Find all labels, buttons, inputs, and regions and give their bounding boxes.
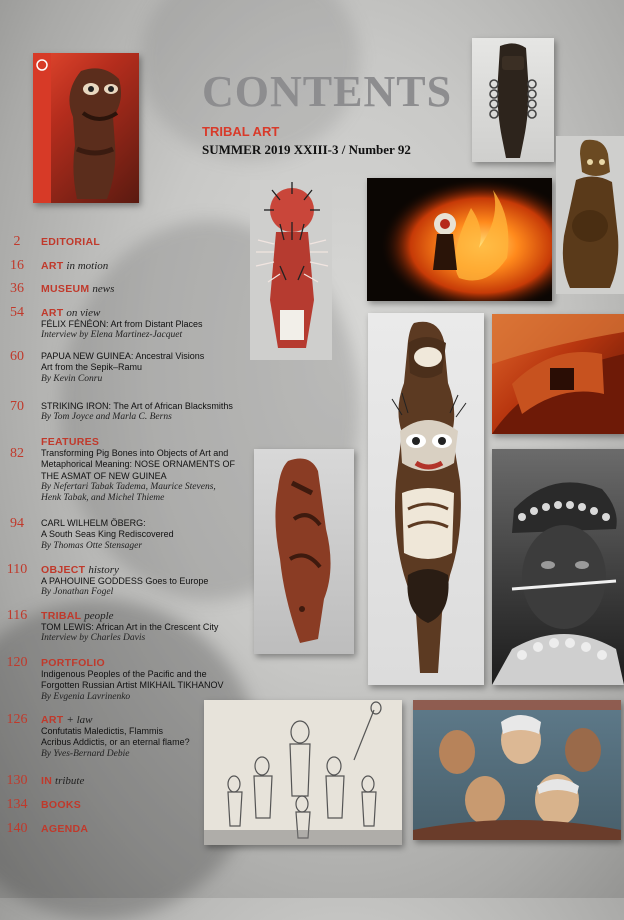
section-subtitle: people xyxy=(84,610,114,622)
article-byline: By Tom Joyce and Marla C. Berns xyxy=(41,412,172,423)
page-number: 70 xyxy=(10,399,24,414)
article-title: TOM LEWIS: African Art in the Crescent City xyxy=(41,622,219,632)
seated-figure-photo xyxy=(556,136,624,294)
chained-figure-photo xyxy=(472,38,554,162)
page-number: 82 xyxy=(10,446,24,461)
fire-dance-photo xyxy=(367,178,552,301)
section-name: FEATURES xyxy=(41,436,100,448)
cover-thumbnail-photo xyxy=(33,53,139,203)
article-title: Metaphorical Meaning: NOSE ORNAMENTS OF xyxy=(41,459,236,470)
article-title: Transforming Pig Bones into Objects of Art and xyxy=(41,448,229,458)
article-title: A South Seas King Rediscovered xyxy=(41,529,174,540)
page-number: 130 xyxy=(6,773,28,788)
article-byline: Interview by Charles Davis xyxy=(41,633,146,644)
article-byline: By Jonathan Fogel xyxy=(41,587,114,598)
article-title: A PAHOUINE GODDESS Goes to Europe xyxy=(41,576,209,586)
page-number: 140 xyxy=(6,821,28,836)
page-number: 134 xyxy=(6,797,28,812)
page-number: 16 xyxy=(10,258,24,273)
article-byline: By Thomas Otte Stensager xyxy=(41,540,143,551)
section-name: AGENDA xyxy=(41,823,89,835)
red-interior-photo xyxy=(492,314,624,434)
sepik-carving-photo xyxy=(368,313,484,685)
section-subtitle: news xyxy=(92,283,115,295)
article-byline: By Yves-Bernard Debie xyxy=(41,748,130,759)
article-byline: Interview by Elena Martinez-Jacquet xyxy=(41,330,183,341)
section-name: ART xyxy=(41,307,64,319)
article-byline: By Nefertari Tabak Tadema, Maurice Stevens, xyxy=(41,481,216,492)
section-name: OBJECT xyxy=(41,564,86,576)
page-number: 126 xyxy=(6,712,28,727)
page-number: 120 xyxy=(6,655,28,670)
section-name: BOOKS xyxy=(41,799,82,811)
article-title: CARL WILHELM ÖBERG: xyxy=(41,518,146,528)
page-number: 54 xyxy=(10,305,24,320)
issue-info: SUMMER 2019 XXIII-3 / Number 92 xyxy=(202,142,411,157)
section-name: ART xyxy=(41,714,64,726)
section-subtitle: in motion xyxy=(66,260,109,272)
article-title: Art from the Sepik–Ramu xyxy=(41,362,143,373)
article-title: FÉLIX FÉNÉON: Art from Distant Places xyxy=(41,319,203,329)
article-byline: Henk Tabak, and Michel Thieme xyxy=(41,493,165,504)
tikhanov-painting-photo xyxy=(413,700,621,840)
section-name: PORTFOLIO xyxy=(41,657,105,669)
section-name: TRIBAL xyxy=(41,610,82,622)
article-title: Forgotten Russian Artist MIKHAIL TIKHANOV xyxy=(41,680,224,691)
article-title: THE ASMAT OF NEW GUINEA xyxy=(41,470,167,481)
section-subtitle: history xyxy=(88,564,119,576)
section-name: MUSEUM xyxy=(41,283,90,295)
section-name: ART xyxy=(41,260,64,272)
page-number: 94 xyxy=(10,516,24,531)
page-title: CONTENTS xyxy=(202,67,453,116)
section-subtitle: tribute xyxy=(55,775,85,787)
section-subtitle: + law xyxy=(66,714,93,726)
article-title: STRIKING IRON: The Art of African Blacksmiths xyxy=(41,401,233,411)
section-name: EDITORIAL xyxy=(41,236,101,248)
article-title: Indigenous Peoples of the Pacific and the xyxy=(41,669,207,679)
section-subtitle: on view xyxy=(66,307,101,319)
page-number: 116 xyxy=(6,608,28,623)
page-number: 2 xyxy=(13,234,21,249)
page-number: 36 xyxy=(10,281,24,296)
section-name: IN xyxy=(41,775,53,787)
article-title: Acribus Addictis, or an eternal flame? xyxy=(41,737,190,748)
magazine-name: TRIBAL ART xyxy=(202,124,280,139)
article-title: PAPUA NEW GUINEA: Ancestral Visions xyxy=(41,351,205,361)
page-number: 60 xyxy=(10,349,24,364)
page-number: 110 xyxy=(6,562,28,577)
asmat-portrait-photo xyxy=(492,449,624,685)
article-title: Confutatis Maledictis, Flammis xyxy=(41,726,164,736)
article-byline: By Kevin Conru xyxy=(41,373,103,384)
article-byline: By Evgenia Lavrinenko xyxy=(41,691,131,702)
